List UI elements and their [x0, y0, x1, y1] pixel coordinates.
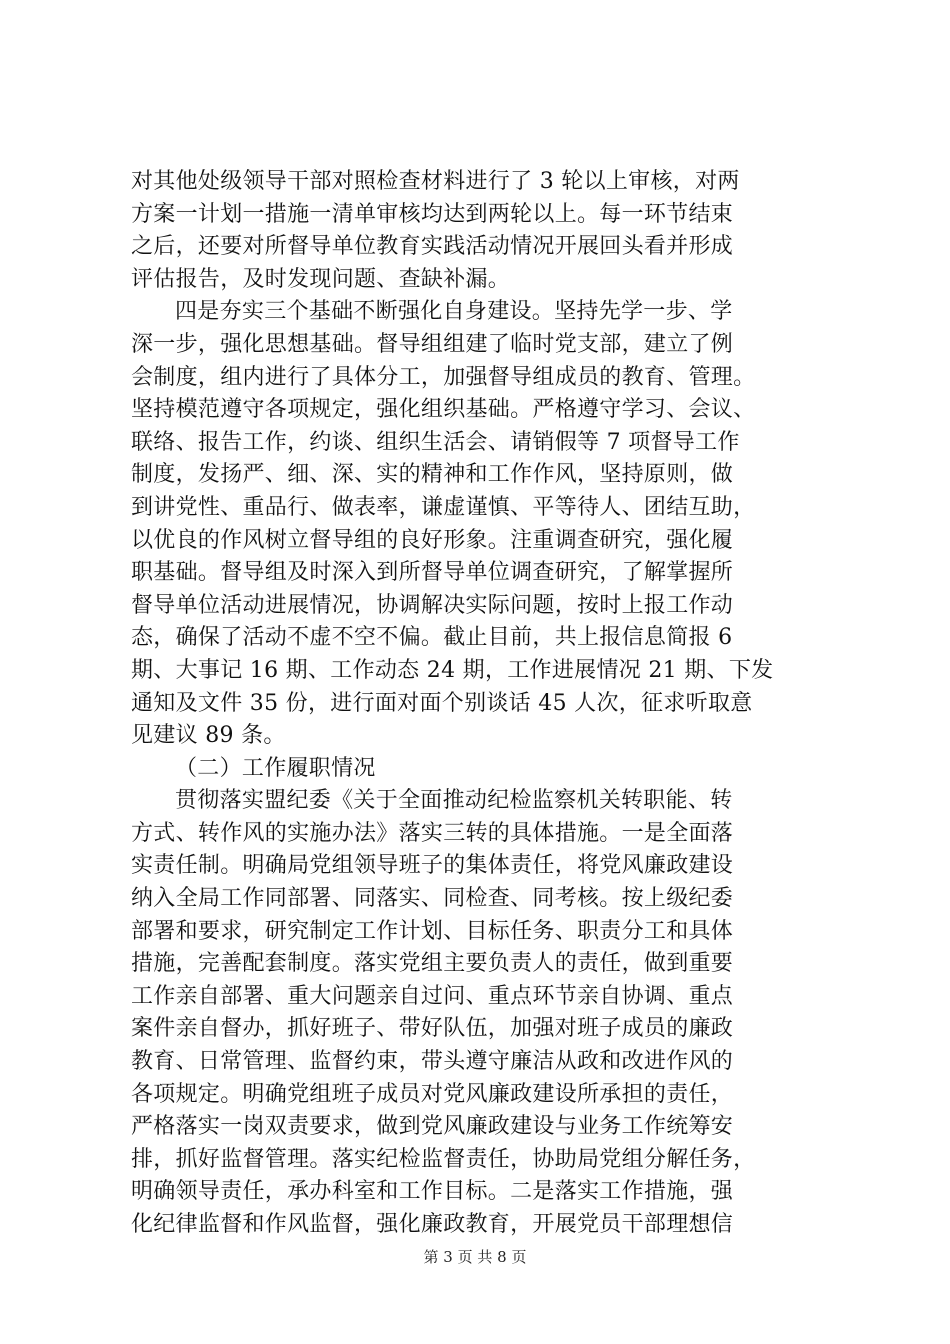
page-footer: 第 3 页 共 8 页 — [423, 1248, 527, 1266]
text-line: 态，确保了活动不虚不空不偏。截止目前，共上报信息简报 6 — [131, 625, 733, 651]
text-line: 见建议 89 条。 — [131, 723, 286, 749]
text-line: 贯彻落实盟纪委《关于全面推动纪检监察机关转职能、转 — [175, 788, 733, 814]
text-line: 深一步，强化思想基础。督导组组建了临时党支部，建立了例 — [131, 331, 734, 357]
text-line: （二）工作履职情况 — [175, 755, 376, 781]
text-line: 工作亲自部署、重大问题亲自过问、重点环节亲自协调、重点 — [131, 983, 734, 1009]
text-line: 制度，发扬严、细、深、实的精神和工作作风，坚持原则，做 — [131, 462, 734, 488]
text-line: 排，抓好监督管理。落实纪检监督责任，协助局党组分解任务， — [131, 1146, 756, 1172]
text-line: 联络、报告工作，约谈、组织生活会、请销假等 7 项督导工作 — [131, 429, 740, 455]
text-line: 方式、转作风的实施办法》落实三转的具体措施。一是全面落 — [131, 820, 734, 846]
text-line: 措施，完善配套制度。落实党组主要负责人的责任，做到重要 — [131, 951, 734, 977]
text-line: 职基础。督导组及时深入到所督导单位调查研究，了解掌握所 — [131, 560, 734, 586]
text-line: 实责任制。明确局党组领导班子的集体责任，将党风廉政建设 — [131, 853, 734, 879]
text-line: 会制度，组内进行了具体分工，加强督导组成员的教育、管理。 — [131, 364, 756, 390]
text-line: 严格落实一岗双责要求，做到党风廉政建设与业务工作统筹安 — [131, 1114, 734, 1140]
text-line: 评估报告，及时发现问题、查缺补漏。 — [131, 266, 511, 292]
text-line: 化纪律监督和作风监督，强化廉政教育，开展党员干部理想信 — [131, 1212, 734, 1237]
text-line: 督导单位活动进展情况，协调解决实际问题，按时上报工作动 — [131, 592, 734, 618]
text-line: 之后，还要对所督导单位教育实践活动情况开展回头看并形成 — [131, 234, 734, 260]
document-body — [131, 166, 831, 1242]
text-line: 部署和要求，研究制定工作计划、目标任务、职责分工和具体 — [131, 918, 734, 944]
text-line: 各项规定。明确党组班子成员对党风廉政建设所承担的责任， — [131, 1081, 734, 1107]
text-line: 以优良的作风树立督导组的良好形象。注重调查研究，强化履 — [131, 527, 734, 553]
text-line: 期、大事记 16 期、工作动态 24 期，工作进展情况 21 期、下发 — [131, 657, 774, 683]
text-line: 方案一计划一措施一清单审核均达到两轮以上。每一环节结束 — [131, 201, 734, 227]
text-line: 对其他处级领导干部对照检查材料进行了 3 轮以上审核，对两 — [131, 169, 740, 194]
text-line: 通知及文件 35 份，进行面对面个别谈话 45 人次，征求听取意 — [131, 690, 753, 716]
text-line: 四是夯实三个基础不断强化自身建设。坚持先学一步、学 — [175, 299, 733, 325]
text-line: 坚持模范遵守各项规定，强化组织基础。严格遵守学习、会议、 — [131, 397, 756, 423]
text-line: 纳入全局工作同部署、同落实、同检查、同考核。按上级纪委 — [131, 886, 734, 912]
text-line: 到讲党性、重品行、做表率，谦虚谨慎、平等待人、团结互助， — [131, 494, 756, 520]
text-line: 教育、日常管理、监督约束，带头遵守廉洁从政和改进作风的 — [131, 1049, 734, 1075]
text-line: 明确领导责任，承办科室和工作目标。二是落实工作措施，强 — [131, 1179, 734, 1205]
text-line: 案件亲自督办，抓好班子、带好队伍，加强对班子成员的廉政 — [131, 1016, 734, 1042]
